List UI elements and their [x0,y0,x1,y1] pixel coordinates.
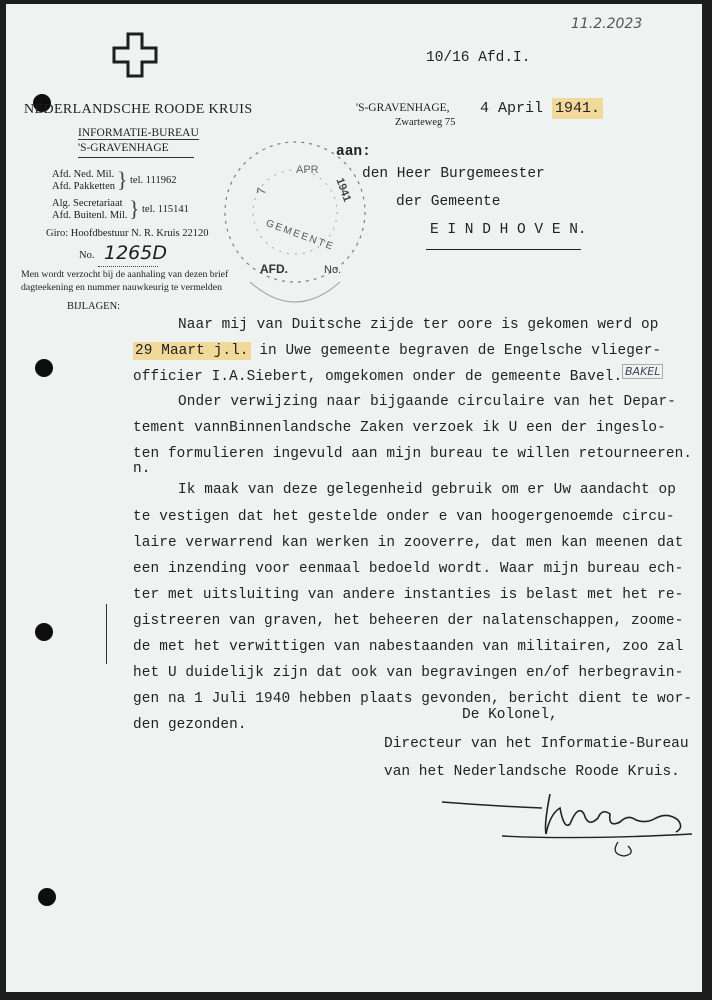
recipient-line2: der Gemeente [396,194,501,210]
stamp-no: No. [324,264,342,276]
body-text: Onder verwijzing naar bijgaande circulaire van het Depar- [178,394,676,410]
margin-annotation: BAKEL [622,364,663,379]
body-line [133,587,683,603]
body-text: ter met uitsluiting van andere instanties is belast met het re- [133,587,684,603]
body-line [133,665,683,681]
bureau-line2: 'S-GRAVENHAGE [78,142,169,154]
body-line [133,613,683,629]
tel-1: tel. 111962 [130,175,177,186]
body-line [133,509,675,525]
body-text: officier I.A.Siebert, omgekomen onder de gemeente Bavel. [133,369,623,385]
tel-2: tel. 115141 [142,204,189,215]
body-line [133,446,692,462]
body-text: Ik maak van deze gelegenheid gebruik om er Uw aandacht op [178,482,676,498]
recipient-underline [426,249,581,250]
bureau-line1: INFORMATIE-BUREAU [78,127,199,139]
body-line [178,317,658,333]
body-text: het U duidelijk zijn dat ook van begravingen en/of herbegravin- [133,665,684,681]
letter-page [6,4,702,992]
no-label: No. [79,250,95,261]
bijlagen-label: BIJLAGEN: [67,301,121,312]
org-name: NEDERLANDSCHE ROODE KRUIS [24,102,253,117]
reference-number: 10/16 Afd.I. [426,50,531,66]
brace: } [117,167,128,192]
body-text: te vestigen dat het gestelde onder e van hoogergenoemde circu- [133,509,675,525]
highlighted-date: 29 Maart j.l. [135,343,249,359]
notice-line2: dagteekening en nummer nauwkeurig te vermelden [21,282,223,293]
closing-title: De Kolonel, [462,707,558,723]
body-text: tement vannBinnenlandsche Zaken verzoek ik U een der ingeslo- [133,420,666,436]
bureau-rule [78,157,194,158]
body-text: in Uwe gemeente begraven de Engelsche vlieger- [250,343,662,359]
stamp-month: APR [296,164,319,176]
punch-hole [35,359,53,377]
stamp-ring-text: GEMEENTE [264,217,336,254]
aan-label: aan: [336,144,371,160]
address: Zwarteweg 75 [395,117,456,128]
archive-date: 11.2.2023 [571,16,643,32]
city: 'S-GRAVENHAGE, [356,102,450,114]
notice-line1: Men wordt verzocht bij de aanhaling van dezen brief [21,269,229,280]
body-line [133,535,683,551]
stamp-day: 7 [253,186,269,196]
stamp-year: 1941 [333,176,354,204]
body-line [133,561,683,577]
margin-mark [106,604,107,664]
closing-role: Directeur van het Informatie-Bureau [384,736,689,752]
body-text: gen na 1 Juli 1940 hebben plaats gevonden, bericht dient te wor- [133,691,693,707]
contact-group-2: Alg. Secretariaat Afd. Buitenl. Mil. [52,198,128,221]
contact-group-1: Afd. Ned. Mil. Afd. Pakketten [52,169,115,192]
number-rule [98,266,158,267]
body-line [178,482,676,498]
punch-hole [35,623,53,641]
body-line [133,420,666,436]
body-text: n. [133,461,151,477]
recipient-line3: E I N D H O V E N. [430,222,587,238]
body-line [133,461,150,477]
closing-org: van het Nederlandsche Roode Kruis. [384,764,680,780]
body-line [133,717,247,733]
giro: Giro: Hoofdbestuur N. R. Kruis 22120 [46,228,209,239]
brace: } [129,196,140,221]
stamp-afd: AFD. [260,262,288,276]
body-line [133,343,661,359]
body-line [133,369,622,385]
body-text: de met het verwittigen van nabestaanden van militairen, zoo zal [133,639,684,655]
body-line [133,691,692,707]
body-text: ten formulieren ingevuld aan mijn bureau te willen retourneeren. [133,446,693,462]
letter-number: 1265D [104,242,167,264]
body-text: Naar mij van Duitsche zijde ter oore is gekomen werd op [178,317,659,333]
body-text: laire verwarrend kan werken in zooverre, dat men kan meenen dat [133,535,684,551]
body-line [133,639,683,655]
body-text: gistreeren van graven, het beheeren der nalatenschappen, zoome- [133,613,684,629]
red-cross-logo [112,32,158,78]
signature [432,784,702,859]
body-line [178,394,676,410]
recipient-line1: den Heer Burgemeester [362,166,545,182]
body-text: den gezonden. [133,717,247,733]
letter-date: 4 April 1941. [480,100,603,117]
body-text: een inzending voor eenmaal bedoeld wordt. Waar mijn bureau ech- [133,561,684,577]
punch-hole [38,888,56,906]
